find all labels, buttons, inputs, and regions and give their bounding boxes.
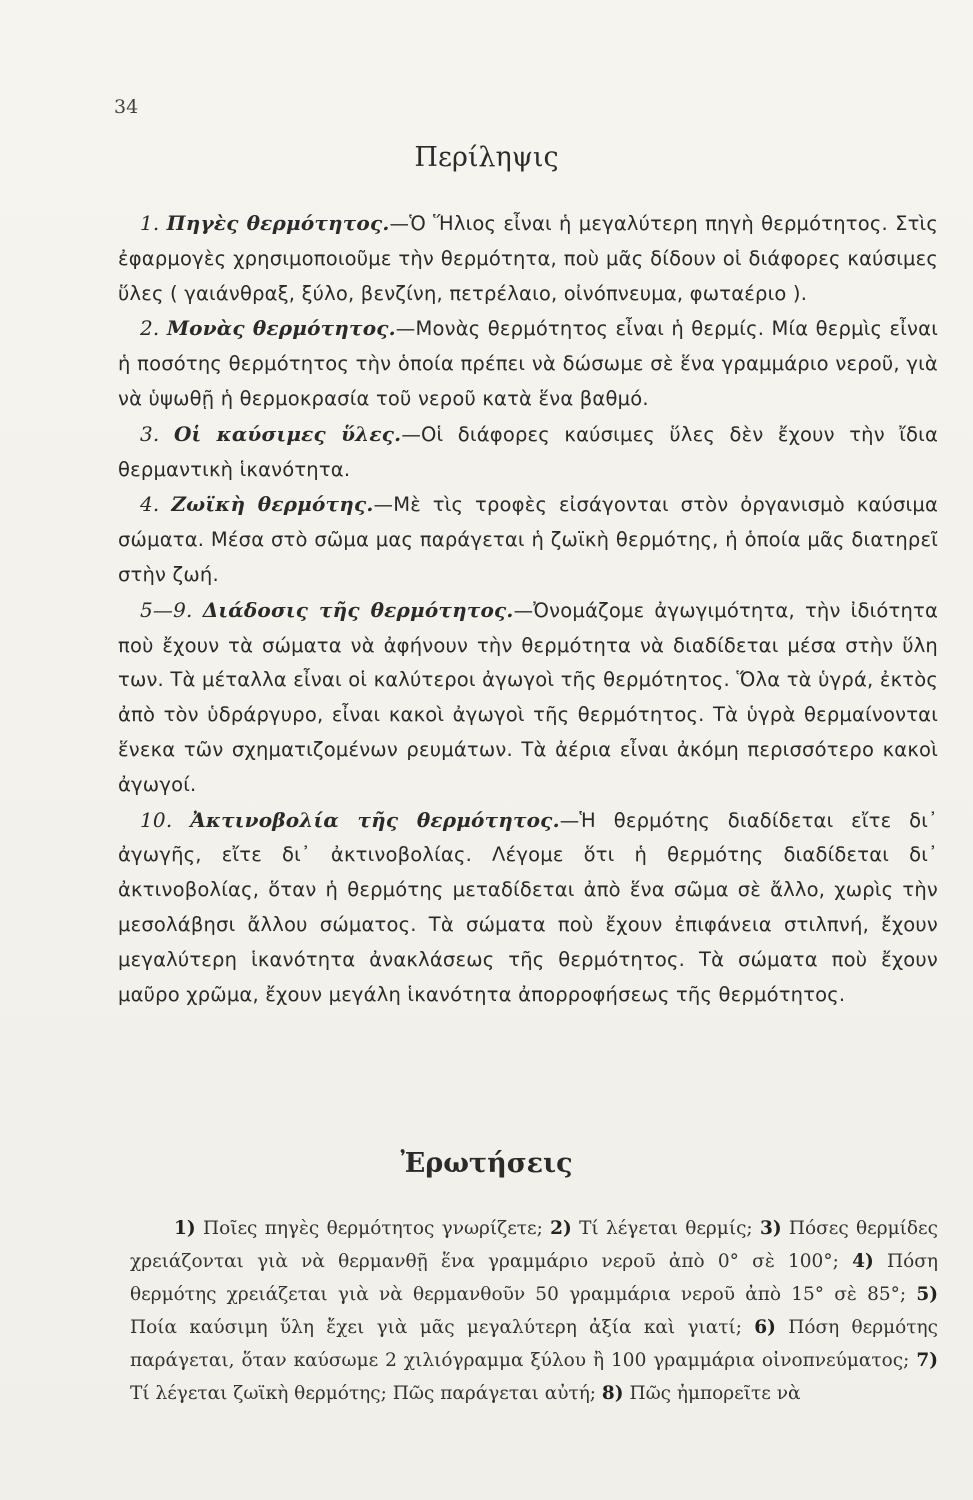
question-text: Ποία καύσιμη ὕλη ἔχει γιὰ μᾶς μεγαλύτερη ἀξία καὶ γιατί; bbox=[130, 1317, 742, 1338]
question-text: Πόση θερμότης χρειάζεται γιὰ νὰ θερμανθοῦν 50 γραμμάρια νεροῦ ἀπὸ 15° σὲ 85°; bbox=[130, 1251, 938, 1305]
questions-section bbox=[130, 1212, 938, 1410]
question-number: 4) bbox=[852, 1251, 874, 1272]
item-heading: Ζωϊκὴ θερμότης. bbox=[171, 492, 374, 517]
item-text: —Ὁ Ἥλιος εἶναι ἡ μεγαλύτερη πηγὴ θερμότητος. Στὶς ἐφαρμογὲς χρησιμοποιοῦμε τὴν θερμότητα, ποὺ μᾶς δίδουν οἱ διάφορες καύσιμες ὕλες ( γαιάνθραξ, ξύλο, βενζίνη, πετρέλαιο, οἰνόπνευμα, φωταέριο ). bbox=[118, 212, 938, 305]
item-number: 5—9. bbox=[140, 597, 193, 622]
summary-section bbox=[118, 206, 938, 1012]
item-text: —Ἡ θερμότης διαδίδεται εἴτε δι᾽ ἀγωγῆς, εἴτε δι᾽ ἀκτινοβολίας. Λέγομε ὅτι ἡ θερμότης διαδίδεται δι᾽ ἀκτινοβολίας, ὅταν ἡ θερμότης μεταδίδεται ἀπὸ ἕνα σῶμα σὲ ἄλλο, χωρὶς τὴν μεσολάβησι ἄλλου σώματος. Τὰ σώματα ποὺ ἔχουν ἐπιφάνεια στιλπνή, ἔχουν μεγαλύτερη ἱκανότητα ἀνακλάσεως τῆς θερμότητος. Τὰ σώματα ποὺ ἔχουν μαῦρο χρῶμα, ἔχουν μεγάλη ἱκανότητα ἀπορροφήσεως τῆς θερμότητος. bbox=[118, 808, 938, 1006]
item-text: —Οἱ διάφορες καύσιμες ὕλες δὲν ἔχουν τὴν ἴδια θερμαντικὴ ἱκανότητα. bbox=[118, 422, 939, 481]
summary-item bbox=[118, 487, 938, 592]
summary-item bbox=[118, 417, 938, 488]
item-heading: Πηγὲς θερμότητος. bbox=[166, 211, 390, 235]
question-number: 1) bbox=[174, 1218, 196, 1239]
question-number: 2) bbox=[550, 1218, 572, 1239]
question-number: 6) bbox=[754, 1317, 776, 1338]
question-number: 7) bbox=[916, 1350, 938, 1371]
question-text: Τί λέγεται θερμίς; bbox=[579, 1218, 753, 1239]
item-text: —Μονὰς θερμότητος εἶναι ἡ θερμίς. Μία θερμὶς εἶναι ἡ ποσότης θερμότητος τὴν ὁποία πρέπει νὰ δώσωμε σὲ ἕνα γραμμάριο νεροῦ, γιὰ νὰ ὑψωθῇ ἡ θερμοκρασία τοῦ νεροῦ κατὰ ἕνα βαθμό. bbox=[118, 317, 939, 410]
question-text: Τί λέγεται ζωϊκὴ θερμότης; Πῶς παράγεται αὐτή; bbox=[130, 1383, 597, 1404]
item-number: 1. bbox=[140, 211, 160, 235]
summary-item bbox=[118, 311, 938, 416]
item-heading: Διάδοσις τῆς θερμότητος. bbox=[202, 597, 514, 622]
item-text: —Ὀνομάζομε ἀγωγιμότητα, τὴν ἰδιότητα ποὺ ἔχουν τὰ σώματα νὰ ἀφήνουν τὴν θερμότητα νὰ διαδίδεται μέσα στὴν ὕλη των. Τὰ μέταλλα εἶναι οἱ καλύτεροι ἀγωγοὶ τῆς θερμότητος. Ὅλα τὰ ὑγρά, ἐκτὸς ἀπὸ τὸν ὑδράργυρο, εἶναι κακοὶ ἀγωγοὶ τῆς θερμότητος. Τὰ ὑγρὰ θερμαίνονται ἕνεκα τῶν σχηματιζομένων ρευμάτων. Τὰ ἀέρια εἶναι ἀκόμη περισσότερο κακοὶ ἀγωγοί. bbox=[118, 598, 938, 796]
question-text: Πῶς ἠμπορεῖτε νὰ bbox=[629, 1383, 801, 1404]
summary-title: Περίληψις bbox=[414, 142, 559, 173]
item-number: 10. bbox=[140, 807, 173, 832]
summary-item bbox=[118, 593, 938, 803]
question-text: Πόσες θερμίδες χρειάζονται γιὰ νὰ θερμανθῇ ἕνα γραμμάριο νεροῦ ἀπὸ 0° σὲ 100°; bbox=[130, 1218, 938, 1272]
summary-item bbox=[118, 206, 938, 311]
item-heading: Ἀκτινοβολία τῆς θερμότητος. bbox=[190, 807, 560, 832]
item-number: 3. bbox=[140, 421, 160, 446]
question-number: 5) bbox=[916, 1284, 938, 1305]
questions-paragraph bbox=[130, 1212, 938, 1410]
item-number: 2. bbox=[140, 316, 160, 341]
question-text: Ποῖες πηγὲς θερμότητος γνωρίζετε; bbox=[202, 1218, 543, 1239]
item-heading: Μονὰς θερμότητος. bbox=[166, 316, 396, 341]
question-number: 3) bbox=[759, 1218, 782, 1239]
item-heading: Οἱ καύσιμες ὕλες. bbox=[173, 421, 402, 446]
item-text: —Μὲ τὶς τροφὲς εἰσάγονται στὸν ὀργανισμὸ καύσιμα σώματα. Μέσα στὸ σῶμα μας παράγεται ἡ ζωϊκὴ θερμότης, ἡ ὁποία μᾶς διατηρεῖ στὴν ζωή. bbox=[118, 493, 939, 586]
item-number: 4. bbox=[140, 492, 160, 517]
question-text: Πόση θερμότης παράγεται, ὅταν καύσωμε 2 χιλιόγραμμα ξύλου ἢ 100 γραμμάρια οἰνοπνεύματος; bbox=[130, 1317, 938, 1371]
questions-title: Ἐρωτήσεις bbox=[400, 1148, 573, 1179]
page-number: 34 bbox=[114, 96, 139, 118]
summary-item bbox=[118, 803, 938, 1013]
question-number: 8) bbox=[601, 1383, 624, 1404]
